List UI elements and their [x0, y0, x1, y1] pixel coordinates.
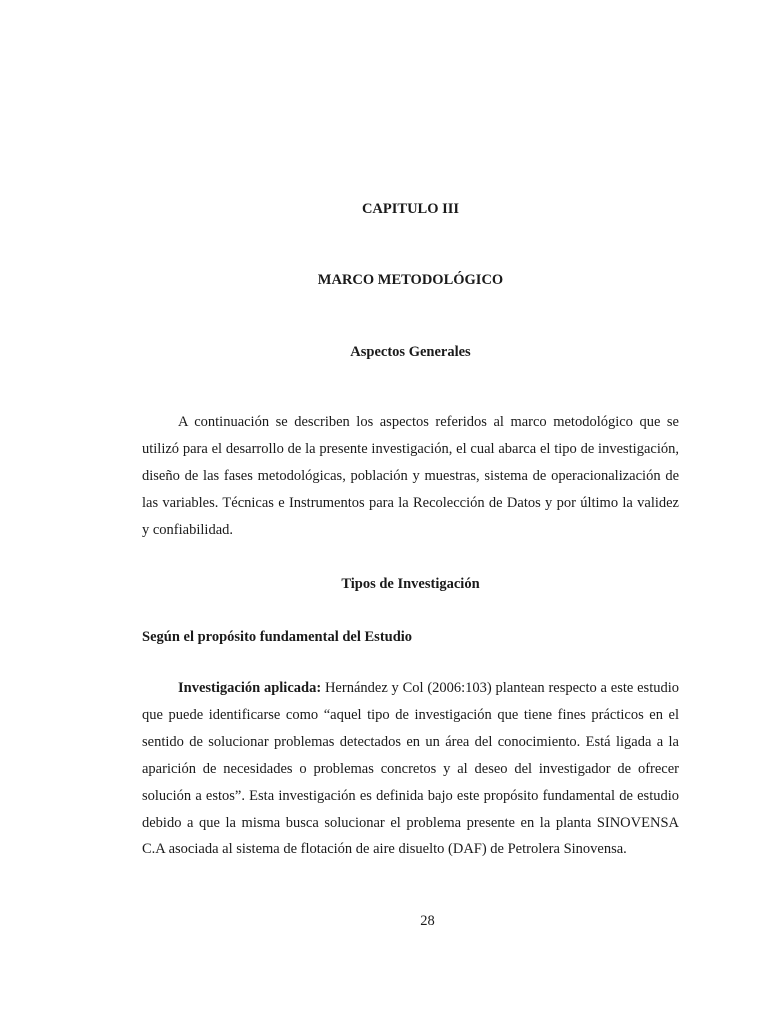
paragraph-applied-research: [142, 675, 679, 863]
applied-research-label: Investigación aplicada:: [178, 680, 322, 696]
page-number: 28: [420, 913, 435, 929]
section-title-types: Tipos de Investigación: [341, 576, 480, 592]
chapter-title: MARCO METODOLÓGICO: [317, 272, 504, 288]
section-title-general: Aspectos Generales: [350, 344, 471, 360]
chapter-number: CAPITULO III: [361, 201, 460, 217]
subsection-title-purpose: Según el propósito fundamental del Estudio: [142, 629, 413, 645]
paragraph-general: A continuación se describen los aspectos referidos al marco metodológico que se utilizó para el desarrollo de la presente investigación, el cual abarca el tipo de investigación, diseño de las fases metodológicas, población y muestras, sistema de operacionalización de las variables. Técnicas e Instrumentos para la Recolección de Datos y por último la validez y confiabilidad.: [142, 414, 679, 538]
applied-research-text: Hernández y Col (2006:103) plantean respecto a este estudio que puede identificarse como “aquel tipo de investigación que tiene fines prácticos en el sentido de solucionar problemas detectados en un área del conocimiento. Está ligada a la aparición de necesidades o problemas concretos y al deseo del investigador de ofrecer solución a estos”. Esta investigación es definida bajo este propósito fundamental de estudio debido a que la misma busca solucionar el problema presente en la planta SINOVENSA C.A asociada al sistema de flotación de aire disuelto (DAF) de Petrolera Sinovensa.: [142, 680, 680, 858]
